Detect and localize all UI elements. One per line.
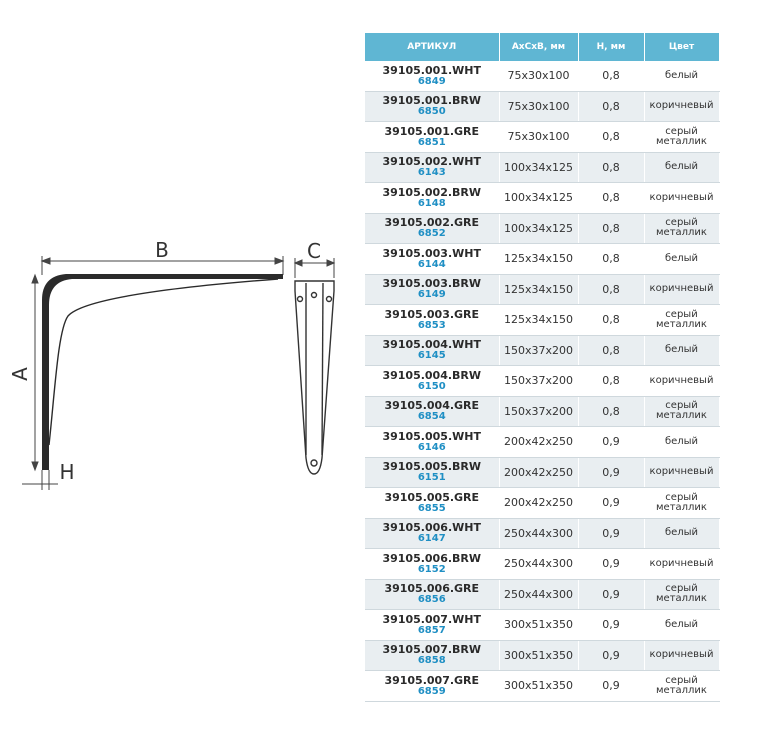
article-code: 6151 [417,472,446,484]
article-cell [365,396,499,427]
thickness-cell: 0,9 [578,671,644,702]
table-row [365,213,719,244]
article-cell [365,122,499,153]
size-cell: 250x44x300 [499,549,578,580]
thickness-cell: 0,9 [578,488,644,519]
color-cell [644,183,719,214]
color-cell [644,518,719,549]
article-code: 6149 [417,289,446,301]
color-cell [644,396,719,427]
table-header-row [365,33,719,61]
article-cell [365,183,499,214]
article-number: 39105.003.BRW [382,277,482,291]
article-number: 39105.001.BRW [382,94,482,108]
article-code: 6145 [417,350,446,362]
table-row [365,427,719,458]
article-cell [365,366,499,397]
article-code: 6143 [417,167,446,179]
color-value: серый металлик [656,125,707,147]
table-row [365,579,719,610]
thickness-cell: 0,8 [578,122,644,153]
color-cell [644,579,719,610]
size-cell: 150x37x200 [499,366,578,397]
article-code: 6854 [417,411,446,423]
color-cell [644,457,719,488]
color-cell [644,671,719,702]
article-cell [365,274,499,305]
article-code: 6152 [417,563,446,575]
thickness-cell: 0,9 [578,549,644,580]
article-cell [365,61,499,91]
article-number: 39105.006.GRE [384,582,480,596]
size-cell: 150x37x200 [499,335,578,366]
color-cell [644,366,719,397]
size-cell: 200x42x250 [499,488,578,519]
article-cell [365,549,499,580]
size-cell: 200x42x250 [499,457,578,488]
color-value: коричневый [649,191,714,203]
article-number: 39105.001.WHT [382,63,481,77]
size-cell: 250x44x300 [499,518,578,549]
table-row [365,91,719,122]
bracket-front-view [295,281,334,474]
table-row [365,305,719,336]
size-cell: 100x34x125 [499,183,578,214]
article-number: 39105.002.BRW [382,185,482,199]
label-c: C [307,239,321,263]
size-cell: 300x51x350 [499,640,578,671]
article-number: 39105.002.GRE [384,216,480,230]
color-value: серый металлик [656,674,707,696]
color-cell [644,122,719,153]
thickness-cell: 0,9 [578,610,644,641]
color-cell [644,305,719,336]
article-number: 39105.002.WHT [382,155,481,169]
header-color: Цвет [644,33,719,61]
article-number: 39105.007.GRE [384,673,480,687]
article-number: 39105.004.GRE [384,399,480,413]
color-value: белый [664,618,699,630]
article-cell [365,427,499,458]
color-cell [644,488,719,519]
article-number: 39105.003.WHT [382,246,481,260]
label-h: H [59,460,75,484]
article-code: 6144 [417,258,446,270]
thickness-cell: 0,9 [578,518,644,549]
article-number: 39105.007.WHT [382,612,481,626]
color-cell [644,91,719,122]
article-number: 39105.004.BRW [382,368,482,382]
article-number: 39105.004.WHT [382,338,481,352]
thickness-cell: 0,8 [578,183,644,214]
size-cell: 150x37x200 [499,396,578,427]
article-number: 39105.005.BRW [382,460,482,474]
article-cell [365,91,499,122]
color-value: коричневый [649,374,714,386]
article-cell [365,579,499,610]
table-row [365,518,719,549]
article-code: 6852 [417,228,446,240]
article-code: 6849 [417,75,446,87]
article-number: 39105.005.WHT [382,429,481,443]
color-value: коричневый [649,466,714,478]
thickness-cell: 0,8 [578,91,644,122]
color-value: белый [664,527,699,539]
article-cell [365,457,499,488]
color-value: белый [664,161,699,173]
table-row [365,549,719,580]
thickness-cell: 0,8 [578,396,644,427]
size-cell: 125x34x150 [499,274,578,305]
article-cell [365,640,499,671]
color-value: серый металлик [656,308,707,330]
thickness-cell: 0,8 [578,244,644,275]
article-cell [365,305,499,336]
size-cell: 125x34x150 [499,305,578,336]
color-value: белый [664,69,699,81]
color-value: серый металлик [656,491,707,513]
table-row [365,488,719,519]
color-value: коричневый [649,283,714,295]
thickness-cell: 0,8 [578,152,644,183]
table-row [365,122,719,153]
size-cell: 200x42x250 [499,427,578,458]
color-value: белый [664,252,699,264]
color-value: серый металлик [656,583,707,605]
color-cell [644,244,719,275]
article-code: 6150 [417,380,446,392]
color-cell [644,61,719,91]
article-number: 39105.001.GRE [384,124,480,138]
size-cell: 75x30x100 [499,61,578,91]
article-number: 39105.003.GRE [384,307,480,321]
size-cell: 125x34x150 [499,244,578,275]
table-row [365,671,719,702]
header-thickness: Н, мм [578,33,644,61]
color-value: коричневый [649,557,714,569]
thickness-cell: 0,9 [578,427,644,458]
article-code: 6146 [417,441,446,453]
thickness-cell: 0,8 [578,366,644,397]
thickness-cell: 0,9 [578,579,644,610]
color-cell [644,549,719,580]
article-number: 39105.007.BRW [382,643,482,657]
article-cell [365,335,499,366]
spec-table [365,33,720,702]
size-cell: 100x34x125 [499,152,578,183]
table-row [365,61,719,91]
color-value: серый металлик [656,400,707,422]
thickness-cell: 0,9 [578,457,644,488]
article-cell [365,152,499,183]
article-number: 39105.005.GRE [384,490,480,504]
label-a: A [8,367,32,381]
size-cell: 75x30x100 [499,122,578,153]
header-size: АхСхВ, мм [499,33,578,61]
color-cell [644,427,719,458]
size-cell: 75x30x100 [499,91,578,122]
table-row [365,152,719,183]
article-cell [365,244,499,275]
article-code: 6148 [417,197,446,209]
article-code: 6853 [417,319,446,331]
table-row [365,640,719,671]
size-cell: 300x51x350 [499,610,578,641]
article-cell [365,213,499,244]
article-cell [365,488,499,519]
article-code: 6855 [417,502,446,514]
bracket-drawing [0,0,360,732]
table-row [365,183,719,214]
color-cell [644,213,719,244]
color-cell [644,610,719,641]
table-row [365,366,719,397]
article-code: 6850 [417,106,446,118]
article-cell [365,671,499,702]
thickness-cell: 0,8 [578,335,644,366]
article-cell [365,610,499,641]
table-row [365,610,719,641]
article-number: 39105.006.BRW [382,551,482,565]
article-code: 6859 [417,685,446,697]
article-number: 39105.006.WHT [382,521,481,535]
thickness-cell: 0,8 [578,61,644,91]
article-code: 6851 [417,136,446,148]
size-cell: 100x34x125 [499,213,578,244]
article-code: 6147 [417,533,446,545]
size-cell: 250x44x300 [499,579,578,610]
color-cell [644,640,719,671]
bracket-side-view [42,274,283,470]
table-row [365,335,719,366]
color-value: белый [664,344,699,356]
color-value: серый металлик [656,217,707,239]
thickness-cell: 0,8 [578,213,644,244]
color-cell [644,335,719,366]
table-row [365,457,719,488]
table-row [365,396,719,427]
color-value: белый [664,435,699,447]
article-code: 6858 [417,655,446,667]
article-code: 6856 [417,594,446,606]
thickness-cell: 0,9 [578,640,644,671]
table-row [365,274,719,305]
table-row [365,244,719,275]
thickness-cell: 0,8 [578,274,644,305]
thickness-cell: 0,8 [578,305,644,336]
article-code: 6857 [417,624,446,636]
article-cell [365,518,499,549]
header-article: АРТИКУЛ [365,33,499,61]
color-cell [644,274,719,305]
size-cell: 300x51x350 [499,671,578,702]
label-b: B [155,238,169,262]
color-value: коричневый [649,100,714,112]
color-value: коричневый [649,649,714,661]
color-cell [644,152,719,183]
